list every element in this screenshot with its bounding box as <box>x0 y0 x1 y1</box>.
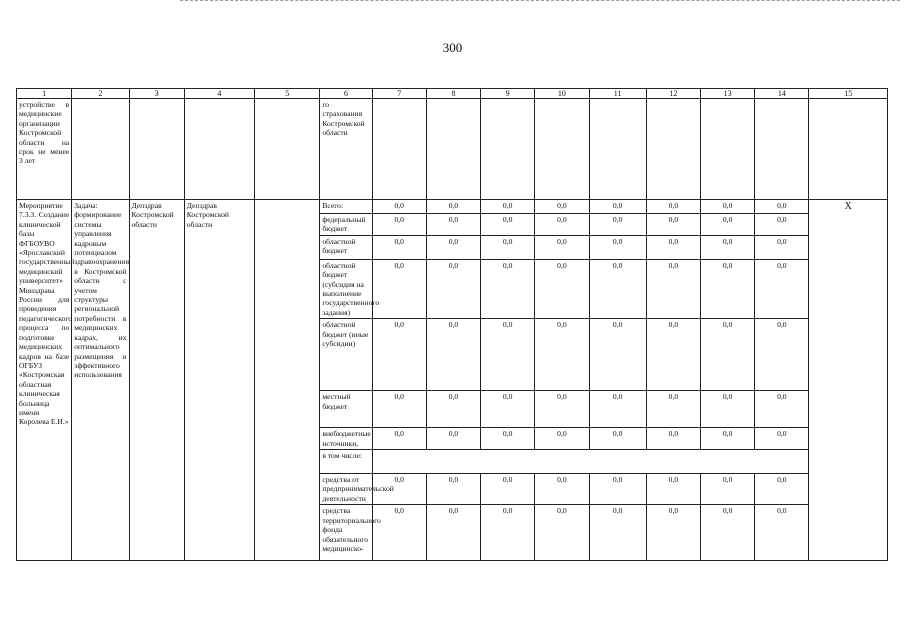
value-cell: 0,0 <box>646 200 700 214</box>
value-cell: 0,0 <box>426 200 480 214</box>
value-cell: 0,0 <box>481 319 535 391</box>
table-cell <box>701 99 755 200</box>
column-header: 6 <box>320 89 372 99</box>
value-cell: 0,0 <box>372 319 426 391</box>
column-15-mark: Х <box>809 200 888 561</box>
value-cell: 0,0 <box>535 235 589 259</box>
table-cell <box>589 99 646 200</box>
column-header: 7 <box>372 89 426 99</box>
table-cell <box>481 99 535 200</box>
value-cell: 0,0 <box>372 428 426 450</box>
table-cell <box>755 99 809 200</box>
co-executor: Депздрав Костромской области <box>184 200 254 561</box>
value-cell: 0,0 <box>589 474 646 505</box>
column-5-cell <box>255 200 320 561</box>
value-cell: 0,0 <box>535 505 589 561</box>
value-cell: 0,0 <box>701 505 755 561</box>
continued-row <box>17 99 888 200</box>
value-cell: 0,0 <box>372 235 426 259</box>
funding-source: внебюджетные источники, <box>320 428 372 450</box>
value-cell: 0,0 <box>372 505 426 561</box>
value-cell: 0,0 <box>701 214 755 236</box>
value-cell: 0,0 <box>372 474 426 505</box>
value-cell: 0,0 <box>646 235 700 259</box>
column-header: 8 <box>426 89 480 99</box>
column-header: 4 <box>184 89 254 99</box>
column-header: 10 <box>535 89 589 99</box>
value-cell: 0,0 <box>589 214 646 236</box>
value-cell: 0,0 <box>701 474 755 505</box>
funding-source: федеральный бюджет <box>320 214 372 236</box>
value-cell: 0,0 <box>426 505 480 561</box>
value-cell: 0,0 <box>701 259 755 318</box>
table-cell <box>809 99 888 200</box>
budget-table <box>16 88 888 561</box>
funding-source: областной бюджет (субсидия на выполнение государственного задания) <box>320 259 372 318</box>
value-cell: 0,0 <box>481 474 535 505</box>
value-cell: 0,0 <box>755 235 809 259</box>
value-cell: 0,0 <box>755 391 809 428</box>
table-cell <box>184 99 254 200</box>
value-cell: 0,0 <box>589 505 646 561</box>
funding-source: областной бюджет <box>320 235 372 259</box>
funding-source: областной бюджет (иные субсидии) <box>320 319 372 391</box>
value-cell: 0,0 <box>481 235 535 259</box>
value-cell: 0,0 <box>426 235 480 259</box>
value-cell: 0,0 <box>535 259 589 318</box>
value-cell: 0,0 <box>372 391 426 428</box>
value-cell: 0,0 <box>535 200 589 214</box>
value-cell: 0,0 <box>426 259 480 318</box>
value-cell: 0,0 <box>426 474 480 505</box>
value-cell: 0,0 <box>589 391 646 428</box>
value-cell: 0,0 <box>481 200 535 214</box>
column-header: 13 <box>701 89 755 99</box>
value-cell: 0,0 <box>481 391 535 428</box>
table-row <box>17 200 888 214</box>
value-cell: 0,0 <box>589 428 646 450</box>
value-cell: 0,0 <box>481 214 535 236</box>
value-cell: 0,0 <box>701 428 755 450</box>
value-cell: 0,0 <box>535 391 589 428</box>
value-cell: 0,0 <box>701 319 755 391</box>
value-cell: 0,0 <box>372 214 426 236</box>
value-cell: 0,0 <box>755 214 809 236</box>
table-cell <box>535 99 589 200</box>
continued-description: устройстве в медицинские организации Костромской области на срок не менее 3 лет <box>17 99 72 200</box>
header-row <box>17 89 888 99</box>
value-cell: 0,0 <box>701 391 755 428</box>
value-cell: 0,0 <box>755 319 809 391</box>
page-number: 300 <box>442 40 463 55</box>
value-cell: 0,0 <box>646 259 700 318</box>
table-cell <box>372 99 426 200</box>
value-cell: 0,0 <box>701 200 755 214</box>
value-cell: 0,0 <box>646 428 700 450</box>
table-cell <box>255 99 320 200</box>
value-cell: 0,0 <box>372 200 426 214</box>
value-cell: 0,0 <box>646 474 700 505</box>
value-cell: 0,0 <box>426 428 480 450</box>
value-cell: 0,0 <box>589 259 646 318</box>
table-cell <box>129 99 184 200</box>
column-header: 14 <box>755 89 809 99</box>
value-cell: 0,0 <box>646 319 700 391</box>
value-cell: 0,0 <box>701 235 755 259</box>
table-cell <box>72 99 129 200</box>
value-cell: 0,0 <box>535 319 589 391</box>
scan-artifact-line <box>180 0 900 2</box>
value-cell: 0,0 <box>589 235 646 259</box>
value-cell: 0,0 <box>535 214 589 236</box>
value-cell: 0,0 <box>646 391 700 428</box>
value-cell: 0,0 <box>589 200 646 214</box>
funding-source: местный бюджет <box>320 391 372 428</box>
funding-source: Всего: <box>320 200 372 214</box>
value-cell: 0,0 <box>426 391 480 428</box>
value-cell: 0,0 <box>426 214 480 236</box>
value-cell <box>372 450 809 474</box>
value-cell: 0,0 <box>755 259 809 318</box>
funding-source: в том числе: <box>320 450 372 474</box>
value-cell: 0,0 <box>755 200 809 214</box>
value-cell: 0,0 <box>481 428 535 450</box>
funding-source: средства территориального фонда обязательного медицинско- <box>320 505 372 561</box>
column-header: 5 <box>255 89 320 99</box>
value-cell: 0,0 <box>535 428 589 450</box>
responsible-executor: Депздрав Костромской области <box>129 200 184 561</box>
column-header: 12 <box>646 89 700 99</box>
column-header: 11 <box>589 89 646 99</box>
value-cell: 0,0 <box>535 474 589 505</box>
value-cell: 0,0 <box>481 259 535 318</box>
value-cell: 0,0 <box>755 474 809 505</box>
continued-source: го страхования Костромской области <box>320 99 372 200</box>
activity-task: Задача: формирование системы управления кадровым потенциалом здравоохранения в Костромской области с учетом структуры региональной потребности в медицинских кадрах, их оптимального размещения и эффективного использования <box>72 200 129 561</box>
column-header: 2 <box>72 89 129 99</box>
value-cell: 0,0 <box>426 319 480 391</box>
column-header: 3 <box>129 89 184 99</box>
value-cell: 0,0 <box>372 259 426 318</box>
table-cell <box>646 99 700 200</box>
funding-source: средства от предпринимательской деятельности <box>320 474 372 505</box>
value-cell: 0,0 <box>589 319 646 391</box>
value-cell: 0,0 <box>481 505 535 561</box>
value-cell: 0,0 <box>646 214 700 236</box>
table-cell <box>426 99 480 200</box>
value-cell: 0,0 <box>755 428 809 450</box>
column-header: 9 <box>481 89 535 99</box>
column-header: 1 <box>17 89 72 99</box>
column-header: 15 <box>809 89 888 99</box>
value-cell: 0,0 <box>646 505 700 561</box>
value-cell: 0,0 <box>755 505 809 561</box>
activity-description: Мероприятие 7.3.3. Создание клинической базы ФГБОУВО «Ярославский государственный медицинский университет» Минздрава России для проведения педагогического процесса по подготовке медицинских кадров на базе ОГБУЗ «Костромская областная клиническая больница имени Королева Е.И.» <box>17 200 72 561</box>
